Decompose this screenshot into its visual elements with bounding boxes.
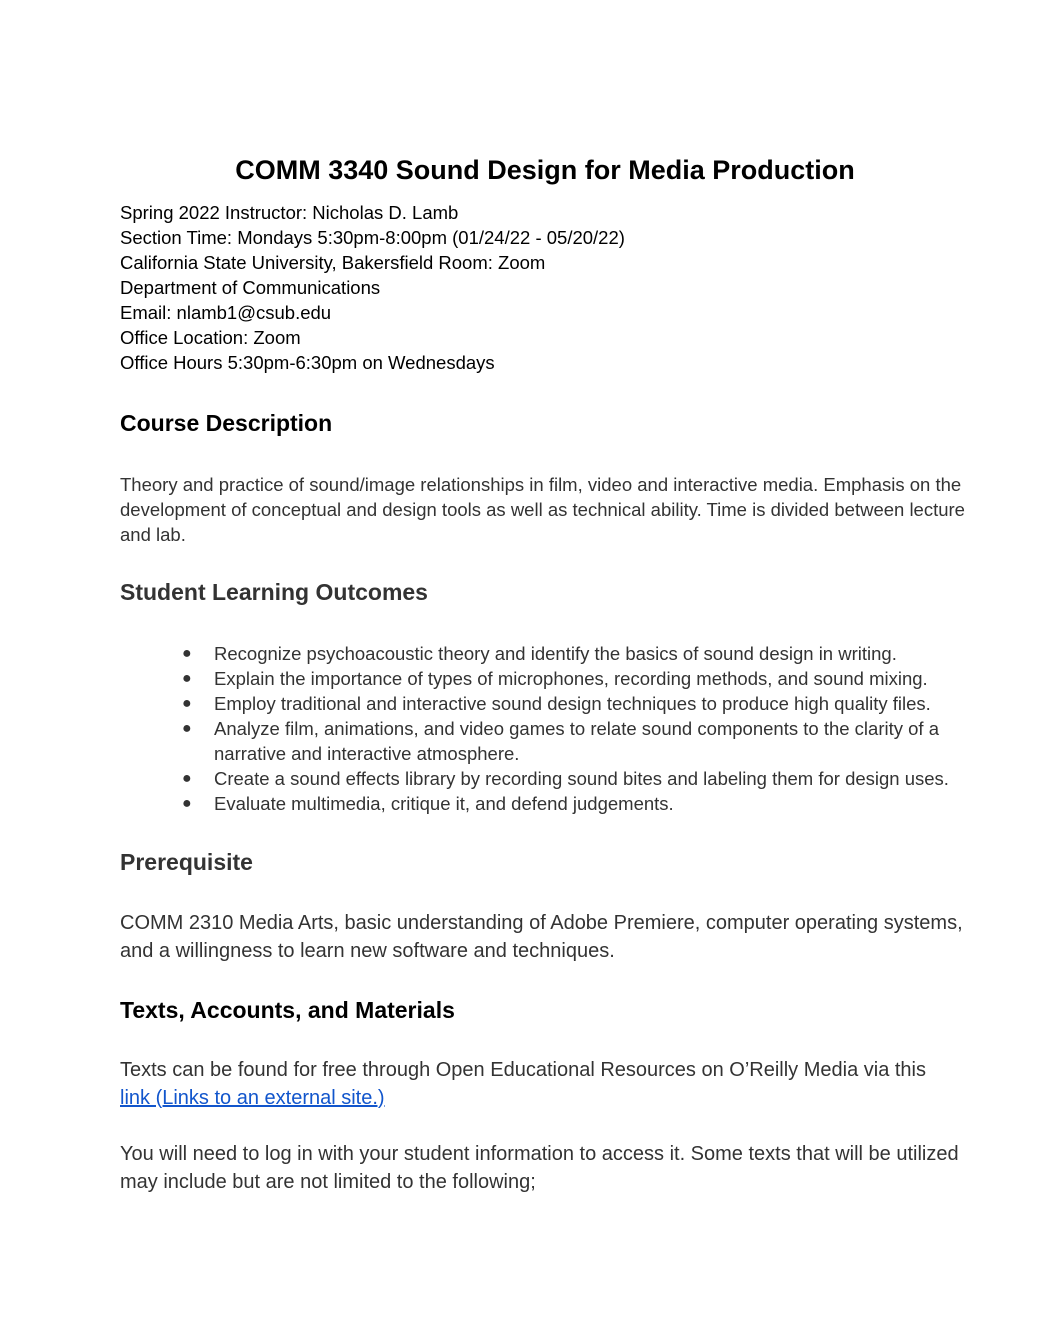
bullet-icon: ● [182,670,192,687]
bullet-icon: ● [182,645,192,662]
info-line-email: Email: nlamb1@csub.edu [120,302,332,323]
info-line-department: Department of Communications [120,277,381,298]
list-item [180,666,980,691]
list-item [180,766,980,791]
info-line-office-location: Office Location: Zoom [120,327,301,348]
materials-text [120,1057,970,1112]
course-description-text: Theory and practice of sound/image relationships in film, video and interactive media. Emphasis on the development of conceptual and design tools as well as technical ability. Time is divided between lecture and lab. [120,474,965,545]
bullet-icon: ● [182,770,192,787]
prerequisite-text: COMM 2310 Media Arts, basic understanding of Adobe Premiere, computer operating systems, and a willingness to learn new software and techniques. [120,912,963,962]
bullet-icon: ● [182,795,192,812]
learning-outcomes-heading: Student Learning Outcomes [120,579,428,605]
bullet-icon: ● [182,720,192,737]
outcome-text: Recognize psychoacoustic theory and identify the basics of sound design in writing. [214,643,897,664]
info-line-university-room: California State University, Bakersfield Room: Zoom [120,252,546,273]
prerequisite-heading: Prerequisite [120,849,253,875]
info-line-section-time: Section Time: Mondays 5:30pm-8:00pm (01/24/22 - 05/20/22) [120,227,625,248]
learning-outcomes-list [180,641,980,816]
materials-intro-text: Texts can be found for free through Open Educational Resources on O’Reilly Media via this [120,1059,926,1081]
list-item [180,691,980,716]
course-description-heading: Course Description [120,410,333,436]
list-item [180,791,980,816]
outcome-text: Evaluate multimedia, critique it, and defend judgements. [214,793,674,814]
outcome-text: Create a sound effects library by recording sound bites and labeling them for design uses. [214,768,949,789]
external-resource-link[interactable]: link (Links to an external site.) [120,1086,385,1109]
bullet-icon: ● [182,695,192,712]
materials-login-text: You will need to log in with your student information to access it. Some texts that will be utilized may include but are not limited to the following; [120,1143,959,1193]
outcome-text: Explain the importance of types of microphones, recording methods, and sound mixing. [214,668,928,689]
page-title: COMM 3340 Sound Design for Media Production [235,155,855,185]
info-line-office-hours: Office Hours 5:30pm-6:30pm on Wednesdays [120,352,495,373]
list-item [180,641,980,666]
outcome-text: Analyze film, animations, and video games to relate sound components to the clarity of a narrative and interactive atmosphere. [214,718,939,764]
materials-heading: Texts, Accounts, and Materials [120,997,455,1023]
info-line-semester-instructor: Spring 2022 Instructor: Nicholas D. Lamb [120,202,459,223]
list-item [180,716,980,766]
outcome-text: Employ traditional and interactive sound design techniques to produce high quality files. [214,693,931,714]
course-info-block [120,200,625,375]
